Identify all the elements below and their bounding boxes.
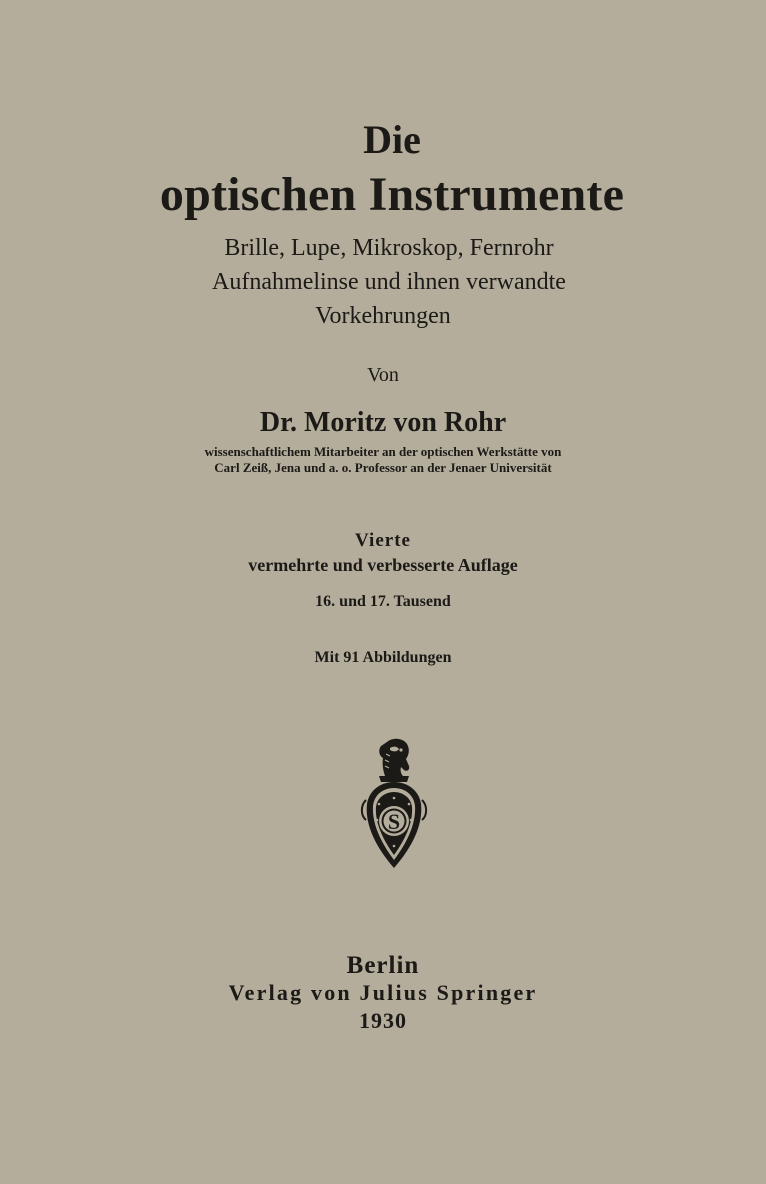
publisher-name: Verlag von Julius Springer — [228, 980, 538, 1005]
by-label: Von — [367, 364, 399, 386]
title-line-1: Die — [363, 117, 421, 162]
publisher-city: Berlin — [346, 952, 420, 979]
author-affiliation-line-1: wissenschaftlichem Mitarbeiter an der optischen Werkstätte von — [204, 444, 562, 459]
subtitle-line-3: Vorkehrungen — [315, 303, 451, 329]
author-affiliation-line-2: Carl Zeiß, Jena und a. o. Professor an der Jenaer Universität — [214, 460, 552, 475]
subtitle-line-2: Aufnahmelinse und ihnen verwandte — [212, 269, 566, 295]
subtitle-line-1: Brille, Lupe, Mikroskop, Fernrohr — [224, 235, 554, 261]
illustrations-note: Mit 91 Abbildungen — [314, 649, 452, 666]
publication-year: 1930 — [359, 1008, 407, 1033]
author-name: Dr. Moritz von Rohr — [259, 407, 507, 438]
edition-line-1: Vierte — [355, 530, 411, 551]
edition-line-2: vermehrte und verbesserte Auflage — [248, 555, 518, 575]
title-line-2: optischen Instrumente — [159, 168, 625, 221]
edition-line-3: 16. und 17. Tausend — [315, 593, 451, 610]
springer-horse-emblem-icon — [357, 736, 431, 872]
logo-letter: S — [387, 809, 401, 834]
